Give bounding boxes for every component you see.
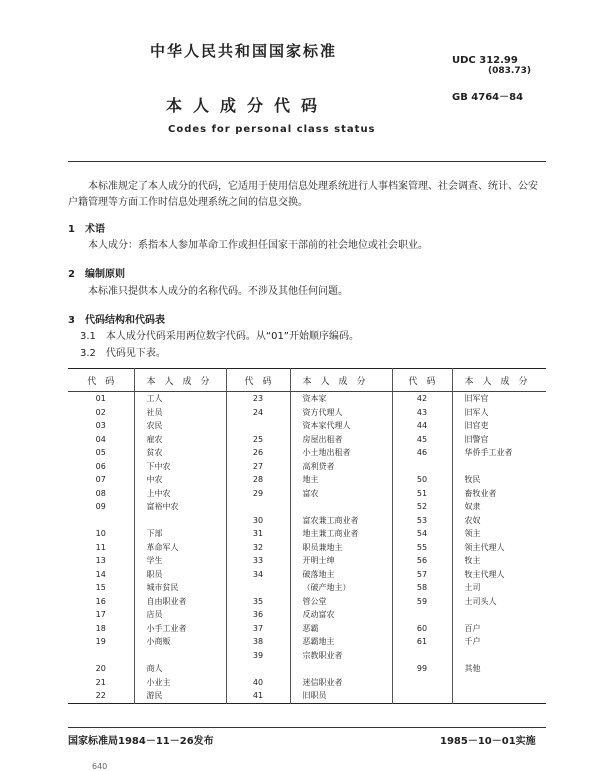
code-cell: 23 <box>226 392 290 406</box>
status-cell: 富农 <box>290 487 392 501</box>
column-header-code: 代 码 <box>392 369 452 392</box>
status-cell: 小业主 <box>134 676 226 690</box>
status-cell: 千户 <box>452 635 546 649</box>
status-cell: 富农兼工商业者 <box>290 514 392 528</box>
section-1-heading: 1 术语 <box>68 224 105 235</box>
effective-date: 1985－10－01实施 <box>440 736 536 747</box>
table-row <box>68 541 546 555</box>
code-cell <box>226 500 290 514</box>
status-cell: 旧军官 <box>452 392 546 406</box>
table-row <box>68 473 546 487</box>
code-cell: 11 <box>95 542 106 552</box>
table-row <box>68 568 546 582</box>
status-cell: 小手工业者 <box>134 622 226 636</box>
status-cell: 破落地主 <box>290 568 392 582</box>
table-row <box>68 554 546 568</box>
standard-title: 中华人民共和国国家标准 <box>150 42 338 60</box>
code-cell: 14 <box>95 569 106 579</box>
code-cell: 54 <box>392 527 452 541</box>
code-cell <box>392 649 452 663</box>
status-cell: 反动富农 <box>290 608 392 622</box>
table-row <box>68 608 546 622</box>
status-cell: 革命军人 <box>134 541 226 555</box>
code-cell: 46 <box>392 446 452 460</box>
code-cell: 01 <box>95 394 106 404</box>
code-cell: 27 <box>226 460 290 474</box>
code-cell <box>226 581 290 595</box>
code-cell: 60 <box>392 622 452 636</box>
status-cell: 高利贷者 <box>290 460 392 474</box>
footer-divider <box>68 727 546 728</box>
code-cell: 18 <box>95 623 106 633</box>
table-row <box>68 392 546 406</box>
status-cell: 地主 <box>290 473 392 487</box>
status-cell: 恶霸 <box>290 622 392 636</box>
status-cell: 恶霸地主 <box>290 635 392 649</box>
status-cell: 地主兼工商业者 <box>290 527 392 541</box>
code-cell: 09 <box>95 502 106 512</box>
table-row <box>68 622 546 636</box>
issue-date: 国家标准局1984－11－26发布 <box>68 736 214 747</box>
code-cell: 17 <box>95 610 106 620</box>
table-row <box>68 676 546 690</box>
column-header-status: 本 人 成 分 <box>452 369 546 392</box>
status-cell: 房屋出租者 <box>290 433 392 447</box>
page-number: 640 <box>92 762 108 771</box>
status-cell: （破产地主） <box>290 581 392 595</box>
status-cell: 旧军人 <box>452 406 546 420</box>
code-cell: 10 <box>95 529 106 539</box>
code-cell: 34 <box>226 568 290 582</box>
status-cell: 其他 <box>452 662 546 676</box>
code-cell: 36 <box>226 608 290 622</box>
status-cell: 学生 <box>134 554 226 568</box>
code-cell: 61 <box>392 635 452 649</box>
section-1-text: 本人成分：系指本人参加革命工作或担任国家干部前的社会地位或社会职业。 <box>88 240 428 251</box>
table-row <box>68 662 546 676</box>
code-cell: 58 <box>392 581 452 595</box>
table-row <box>68 419 546 433</box>
status-cell: 旧职员 <box>290 689 392 703</box>
table-row <box>68 433 546 447</box>
code-cell: 38 <box>226 635 290 649</box>
status-cell <box>452 676 546 690</box>
status-cell: 资本家 <box>290 392 392 406</box>
code-cell: 99 <box>392 662 452 676</box>
code-cell: 53 <box>392 514 452 528</box>
code-cell: 31 <box>226 527 290 541</box>
status-cell <box>290 662 392 676</box>
code-cell: 45 <box>392 433 452 447</box>
code-cell: 51 <box>392 487 452 501</box>
udc-number: UDC 312.99 <box>452 55 518 66</box>
status-cell: 商人 <box>134 662 226 676</box>
gb-number: GB 4764－84 <box>452 92 524 103</box>
status-cell: 农民 <box>134 419 226 433</box>
code-cell: 35 <box>226 595 290 609</box>
status-cell: 游民 <box>134 689 226 703</box>
table-row <box>68 487 546 501</box>
code-table <box>68 368 546 704</box>
code-cell: 42 <box>392 392 452 406</box>
status-cell: 富裕中农 <box>134 500 226 514</box>
code-cell: 28 <box>226 473 290 487</box>
code-cell <box>226 662 290 676</box>
status-cell <box>452 608 546 622</box>
status-cell: 农奴 <box>452 514 546 528</box>
status-cell: 牧主代理人 <box>452 568 546 582</box>
column-header-status: 本 人 成 分 <box>134 369 226 392</box>
code-cell: 26 <box>226 446 290 460</box>
status-cell: 土司头人 <box>452 595 546 609</box>
header-divider <box>68 161 546 162</box>
status-cell: 牧主 <box>452 554 546 568</box>
code-cell: 13 <box>95 556 106 566</box>
code-cell: 57 <box>392 568 452 582</box>
code-cell: 21 <box>95 677 106 687</box>
code-cell: 29 <box>226 487 290 501</box>
code-cell: 06 <box>95 461 106 471</box>
column-header-code: 代 码 <box>68 369 134 392</box>
code-cell: 19 <box>95 637 106 647</box>
section-3-1-text: 3.1 本人成分代码采用两位数字代码。从“01”开始顺序编码。 <box>80 331 359 342</box>
status-cell: 奴隶 <box>452 500 546 514</box>
status-cell: 小商贩 <box>134 635 226 649</box>
status-cell: 畜牧业者 <box>452 487 546 501</box>
code-cell: 22 <box>95 691 106 701</box>
column-header-code: 代 码 <box>226 369 290 392</box>
table-row <box>68 460 546 474</box>
code-cell: 55 <box>392 541 452 555</box>
table-row <box>68 527 546 541</box>
english-title: Codes for personal class status <box>168 124 376 135</box>
code-cell: 44 <box>392 419 452 433</box>
status-cell: 百户 <box>452 622 546 636</box>
status-cell: 贫农 <box>134 446 226 460</box>
code-cell: 32 <box>226 541 290 555</box>
status-cell: 社员 <box>134 406 226 420</box>
table-row <box>68 635 546 649</box>
status-cell: 牧民 <box>452 473 546 487</box>
document-title: 本人成分代码 <box>166 96 329 115</box>
status-cell: 土司 <box>452 581 546 595</box>
section-2-text: 本标准只提供本人成分的名称代码。不涉及其他任何问题。 <box>88 286 348 297</box>
table-row <box>68 514 546 528</box>
code-cell <box>392 608 452 622</box>
table-row <box>68 595 546 609</box>
status-cell: 管公堂 <box>290 595 392 609</box>
code-cell: 56 <box>392 554 452 568</box>
udc-subnumber: (083.73) <box>488 66 531 76</box>
code-cell: 41 <box>226 689 290 703</box>
status-cell <box>290 500 392 514</box>
code-cell: 16 <box>95 596 106 606</box>
table-row <box>68 406 546 420</box>
code-cell <box>392 460 452 474</box>
code-cell <box>392 689 452 703</box>
code-cell: 25 <box>226 433 290 447</box>
status-cell: 旧警官 <box>452 433 546 447</box>
code-cell: 37 <box>226 622 290 636</box>
status-cell: 上中农 <box>134 487 226 501</box>
table-row <box>68 689 546 703</box>
code-cell: 07 <box>95 475 106 485</box>
status-cell: 城市贫民 <box>134 581 226 595</box>
status-cell: 小土地出租者 <box>290 446 392 460</box>
status-cell: 自由职业者 <box>134 595 226 609</box>
status-cell: 领主 <box>452 527 546 541</box>
status-cell: 店员 <box>134 608 226 622</box>
code-cell: 59 <box>392 595 452 609</box>
table-body <box>68 392 546 704</box>
code-cell <box>68 649 134 663</box>
status-cell: 旧官吏 <box>452 419 546 433</box>
code-cell: 04 <box>95 434 106 444</box>
code-cell: 52 <box>392 500 452 514</box>
intro-paragraph: 本标准规定了本人成分的代码，它适用于使用信息处理系统进行人事档案管理、社会调查、统计、公安户籍管理等方面工作时信息处理系统之间的信息交换。 <box>68 181 538 208</box>
status-cell <box>452 460 546 474</box>
table-row <box>68 581 546 595</box>
status-cell: 迷信职业者 <box>290 676 392 690</box>
status-cell: 资方代理人 <box>290 406 392 420</box>
status-cell: 下中农 <box>134 460 226 474</box>
status-cell <box>134 514 226 528</box>
status-cell: 资本家代理人 <box>290 419 392 433</box>
table-row <box>68 500 546 514</box>
code-cell: 08 <box>95 488 106 498</box>
code-cell: 02 <box>95 407 106 417</box>
table-header-row <box>68 369 546 392</box>
code-cell: 33 <box>226 554 290 568</box>
section-3-2-text: 3.2 代码见下表。 <box>80 348 166 359</box>
code-cell: 50 <box>392 473 452 487</box>
code-cell: 03 <box>95 421 106 431</box>
status-cell: 职员兼地主 <box>290 541 392 555</box>
table-row <box>68 649 546 663</box>
status-cell: 华侨手工业者 <box>452 446 546 460</box>
code-cell: 39 <box>226 649 290 663</box>
code-cell: 20 <box>95 664 106 674</box>
table-row <box>68 446 546 460</box>
code-cell: 05 <box>95 448 106 458</box>
code-cell: 40 <box>226 676 290 690</box>
status-cell: 下部 <box>134 527 226 541</box>
status-cell: 领主代理人 <box>452 541 546 555</box>
code-cell: 43 <box>392 406 452 420</box>
code-cell <box>392 676 452 690</box>
code-cell <box>226 419 290 433</box>
status-cell: 宗教职业者 <box>290 649 392 663</box>
code-cell: 24 <box>226 406 290 420</box>
status-cell: 职员 <box>134 568 226 582</box>
section-3-heading: 3 代码结构和代码表 <box>68 315 165 326</box>
status-cell: 雇农 <box>134 433 226 447</box>
status-cell <box>452 689 546 703</box>
status-cell <box>452 649 546 663</box>
status-cell: 工人 <box>134 392 226 406</box>
code-cell <box>68 514 134 528</box>
status-cell: 中农 <box>134 473 226 487</box>
section-2-heading: 2 编制原则 <box>68 269 125 280</box>
status-cell: 开明士绅 <box>290 554 392 568</box>
code-cell: 30 <box>226 514 290 528</box>
status-cell <box>134 649 226 663</box>
column-header-status: 本 人 成 分 <box>290 369 392 392</box>
code-cell: 15 <box>95 583 106 593</box>
